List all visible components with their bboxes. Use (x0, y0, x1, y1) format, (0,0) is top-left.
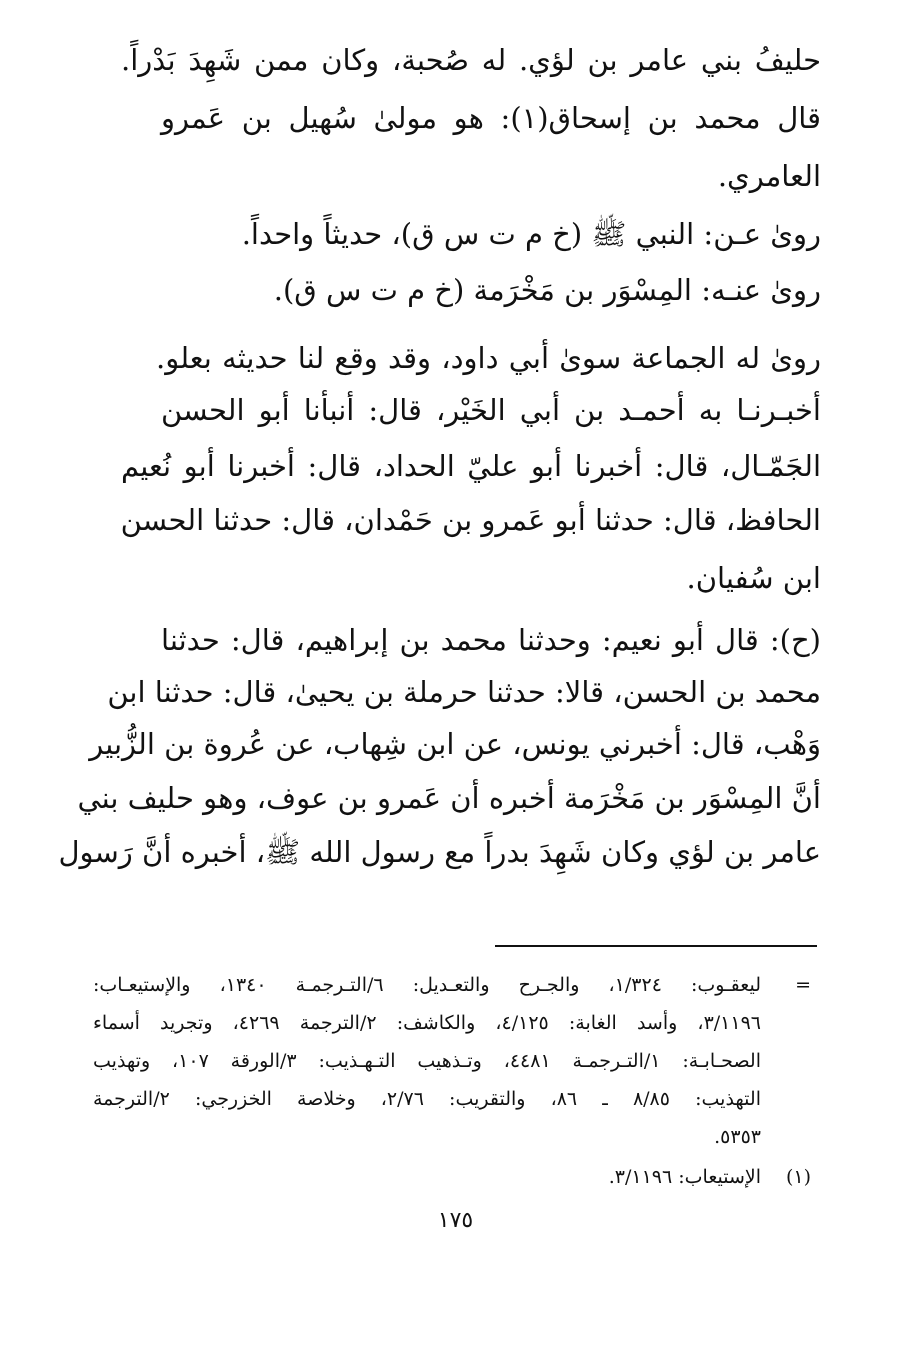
body-line: الحافظ، قال: حدثنا أبو عَمرو بن حَمْدان، قال: حدثنا الحسن (120, 503, 821, 537)
footnote-continuation-mark: = (795, 974, 811, 996)
body-line: قال محمد بن إسحاق(١): هو مولىٰ سُهيل بن عَمرو (161, 101, 821, 135)
body-line: روىٰ عنـه: المِسْوَر بن مَخْرَمة (خ م ت س ق). (273, 273, 821, 307)
footnote-line: الصحـابـة: ١/التـرجمـة ٤٤٨١، وتـذهيب التـهـذيب: ٣/الورقة ١٠٧، وتهذيب (93, 1050, 761, 1072)
body-line: حليفُ بني عامر بن لؤي. له صُحبة، وكان ممن شَهِدَ بَدْراً. (121, 43, 821, 77)
footnote-separator (495, 945, 817, 947)
footnote-line: التهذيب: ٨/٨٥ ـ ٨٦، والتقريب: ٢/٧٦، وخلاصة الخزرجي: ٢/الترجمة (93, 1088, 761, 1110)
footnote-text: الإستيعاب: ٣/١١٩٦. (608, 1166, 761, 1188)
body-line: روىٰ له الجماعة سوىٰ أبي داود، وقد وقع لنا حديثه بعلو. (156, 341, 821, 375)
body-line: أنَّ المِسْوَر بن مَخْرَمة أخبره أن عَمرو بن عوف، وهو حليف بني (77, 781, 821, 815)
body-line: وَهْب، قال: أخبرني يونس، عن ابن شِهاب، عن عُروة بن الزُّبير (89, 727, 821, 761)
body-line: روىٰ عـن: النبي ﷺ (خ م ت س ق)، حديثاً واحداً. (241, 217, 821, 251)
footnote-line: ٣/١١٩٦، وأسد الغابة: ٤/١٢٥، والكاشف: ٢/الترجمة ٤٢٦٩، وتجريد أسماء (93, 1012, 761, 1034)
body-line: ابن سُفيان. (686, 561, 821, 595)
body-line: الجَمّـال، قال: أخبرنا أبو عليّ الحداد، قال: أخبرنا أبو نُعيم (121, 449, 821, 483)
body-line: (ح): قال أبو نعيم: وحدثنا محمد بن إبراهيم، قال: حدثنا (161, 623, 821, 657)
footnote-line: ليعقـوب: ١/٣٢٤، والجـرح والتعـديل: ٦/التـرجمـة ١٣٤٠، والإستيعـاب: (93, 974, 761, 996)
page-number: ١٧٥ (437, 1208, 474, 1233)
footnote-line: ٥٣٥٣. (714, 1126, 761, 1148)
body-line: محمد بن الحسن، قالا: حدثنا حرملة بن يحيىٰ، قال: حدثنا ابن (107, 675, 821, 709)
body-line: أخبـرنـا به أحمـد بن أبي الخَيْر، قال: أنبأنا أبو الحسن (161, 393, 821, 427)
footnote-number: (١) (785, 1166, 811, 1188)
body-line: عامر بن لؤي وكان شَهِدَ بدراً مع رسول الله ﷺ، أخبره أنَّ رَسول (58, 835, 821, 869)
body-line: العامري. (717, 159, 821, 193)
